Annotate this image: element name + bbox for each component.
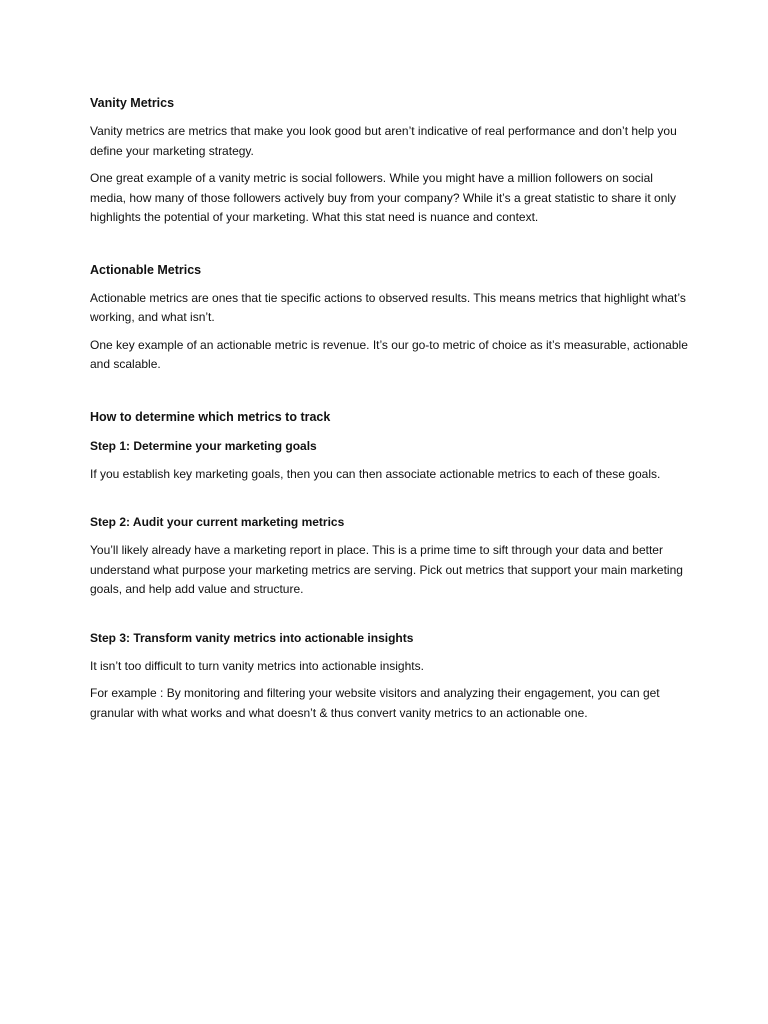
- section-gap: [90, 236, 690, 260]
- step-3-paragraph-1: It isn’t too difficult to turn vanity metrics into actionable insights.: [90, 658, 424, 673]
- step-3-heading: Step 3: Transform vanity metrics into actionable insights: [90, 630, 414, 645]
- step-2-paragraph: You’ll likely already have a marketing report in place. This is a prime time to sift through your data and better understand what purpose your marketing metrics are serving. Pick out metrics that support your main marketing goals, and help add value and structure.: [90, 543, 683, 596]
- step-1-paragraph: If you establish key marketing goals, then you can then associate actionable metrics to each of these goals.: [90, 466, 661, 481]
- actionable-paragraph-1: Actionable metrics are ones that tie specific actions to observed results. This means metrics that highlight what’s working, and what isn’t.: [90, 290, 686, 324]
- step-3-paragraph-2: For example : By monitoring and filtering your website visitors and analyzing their engagement, you can get granular with what works and what doesn’t & thus convert vanity metrics to an actionable one.: [90, 686, 660, 720]
- actionable-paragraph-2: One key example of an actionable metric is revenue. It’s our go-to metric of choice as it’s measurable, actionable and scalable.: [90, 337, 688, 371]
- vanity-paragraph-2: One great example of a vanity metric is social followers. While you might have a million followers on social media, how many of those followers actively buy from your company? While it’s a great statistic to share it only highlights the potential of your marketing. What this stat need is nuance and context.: [90, 171, 677, 224]
- section-gap: [90, 608, 690, 628]
- document-page: [90, 93, 690, 731]
- step-1-heading: Step 1: Determine your marketing goals: [90, 438, 317, 453]
- step-2-heading: Step 2: Audit your current marketing metrics: [90, 515, 345, 529]
- actionable-metrics-heading: Actionable Metrics: [90, 262, 202, 277]
- vanity-paragraph-1: Vanity metrics are metrics that make you look good but aren’t indicative of real performance and don’t help you define your marketing strategy.: [90, 124, 677, 158]
- section-gap: [90, 492, 690, 512]
- vanity-metrics-heading: Vanity Metrics: [90, 96, 175, 110]
- how-to-heading: How to determine which metrics to track: [90, 409, 331, 424]
- section-gap: [90, 383, 690, 407]
